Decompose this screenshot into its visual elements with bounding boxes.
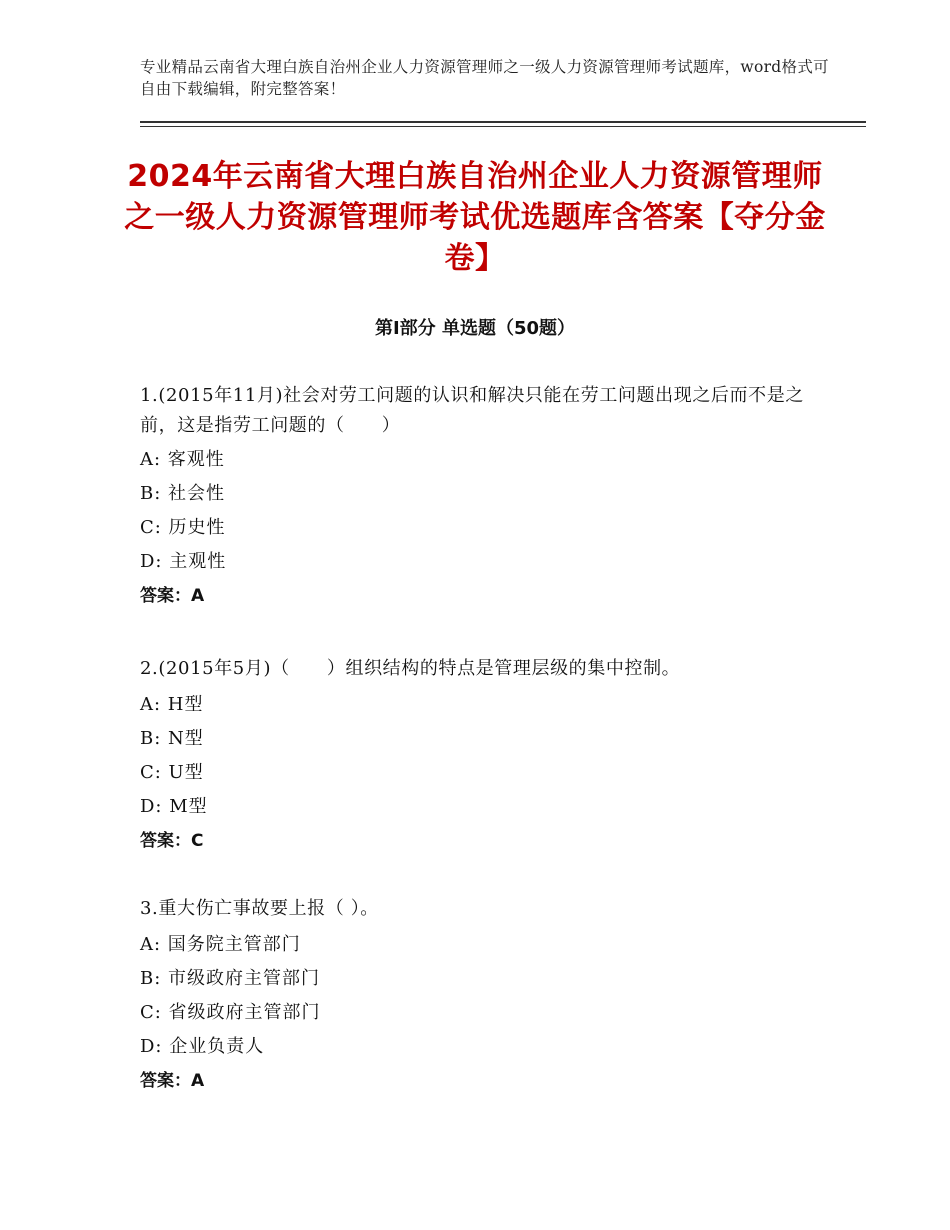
- section-heading: 第Ⅰ部分 单选题（50题）: [374, 318, 575, 339]
- document-title: 2024年云南省大理白族自治州企业人力资源管理师之一级人力资源管理师考试优选题库含答案【夺分金卷】: [124, 159, 826, 276]
- option-d: D: 企业负责人: [140, 1036, 265, 1057]
- option-b: B: 社会性: [140, 483, 226, 504]
- question-stem: 1.(2015年11月)社会对劳工问题的认识和解决只能在劳工问题出现之后而不是之前，这是指劳工问题的（ ）: [140, 385, 804, 436]
- header-divider-thin: [140, 126, 866, 127]
- option-a: A: 国务院主管部门: [140, 934, 301, 955]
- option-a: A: H型: [140, 694, 204, 715]
- option-a: A: 客观性: [140, 449, 225, 470]
- option-b: B: 市级政府主管部门: [140, 968, 321, 989]
- option-c: C: 省级政府主管部门: [140, 1002, 321, 1023]
- question-stem: 2.(2015年5月)（ ）组织结构的特点是管理层级的集中控制。: [140, 658, 681, 679]
- option-c: C: U型: [140, 762, 204, 783]
- answer-line: 答案：C: [140, 831, 204, 851]
- question-item: [140, 894, 820, 1098]
- question-stem: 3.重大伤亡事故要上报（ ）。: [140, 898, 379, 919]
- header-note: 专业精品云南省大理白族自治州企业人力资源管理师之一级人力资源管理师考试题库，word格式可自由下载编辑，附完整答案！: [140, 58, 829, 98]
- header-divider: [140, 121, 866, 123]
- option-d: D: 主观性: [140, 551, 227, 572]
- answer-line: 答案：A: [140, 1071, 205, 1091]
- option-d: D: M型: [140, 796, 208, 817]
- option-c: C: 历史性: [140, 517, 226, 538]
- answer-line: 答案：A: [140, 586, 205, 606]
- option-b: B: N型: [140, 728, 204, 749]
- question-item: [140, 381, 820, 613]
- question-item: [140, 654, 820, 858]
